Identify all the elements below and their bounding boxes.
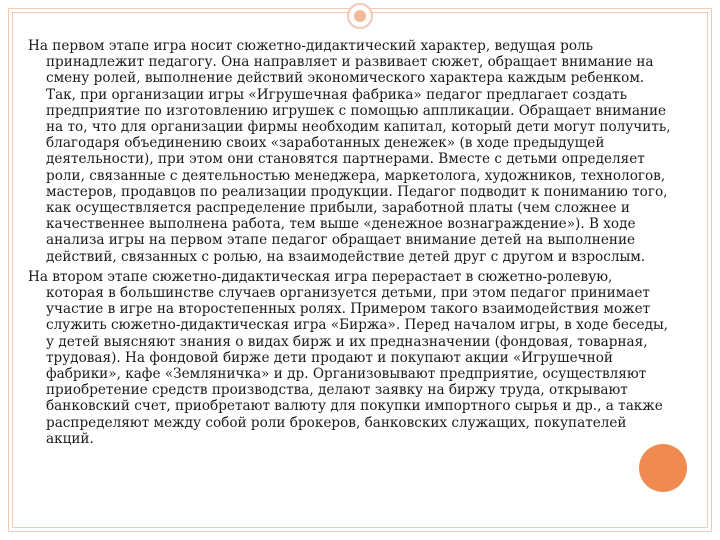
decorative-orange-circle [639, 444, 687, 492]
paragraph-second-stage: На втором этапе сюжетно-дидактическая игра перерастает в сюжетно-ролевую, которая в большинстве случаев организуется детьми, при этом педагог принимает участие в игре на второстепенных ролях. Примером такого взаимодействия может служить сюжетно-дидактическая игра «Биржа». Перед началом игры, в ходе беседы, у детей выясняют знания о видах бирж и их предназначении (фондовая, товарная, трудовая). На фондовой бирже дети продают и покупают акции «Игрушечной фабрики», кафе «Земляничка» и др. Организовывают предприятие, осуществляют приобретение средств производства, делают заявку на биржу труда, открывают банковский счет, приобретают валюту для покупки импортного сырья и др., а также распределяют между собой роли брокеров, банковских служащих, покупателей акций. [28, 268, 669, 447]
slide-body-text [28, 38, 672, 451]
paragraph-first-stage: На первом этапе игра носит сюжетно-дидактический характер, ведущая роль принадлежит педагогу. Она направляет и развивает сюжет, обращает внимание на смену ролей, выполнение действий экономического характера каждым ребенком. Так, при организации игры «Игрушечная фабрика» педагог предлагает создать предприятие по изготовлению игрушек с помощью аппликации. Обращает внимание на то, что для организации фирмы необходим капитал, который дети могут получить, благодаря объединению своих «заработанных денежек» (в ходе предыдущей деятельности), при этом они становятся партнерами. Вместе с детьми определяет роли, связанные с деятельностью менеджера, маркетолога, художников, технологов, мастеров, продавцов по реализации продукции. Педагог подводит к пониманию того, как осуществляется распределение прибыли, заработной платы (чем сложнее и качественнее выполнена работа, тем выше «денежное вознаграждение»). В ходе анализа игры на первом этапе педагог обращает внимание детей на выполнение действий, связанных с ролью, на взаимодействие детей друг с другом и взрослым. [28, 38, 671, 265]
top-marker-dot [354, 10, 366, 22]
